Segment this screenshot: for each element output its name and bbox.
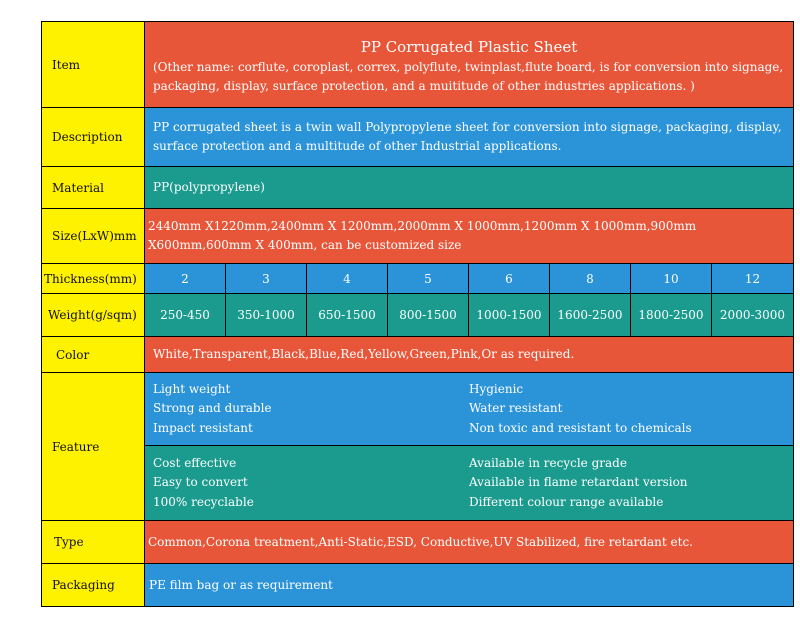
weight-cell: 1800-2500 — [631, 294, 712, 337]
item-value-cell — [145, 22, 794, 108]
row-feature-2 — [42, 446, 794, 521]
row-type — [42, 521, 794, 564]
item-other-name: (Other name: corflute, coroplast, correx, polyflute, twinplast,flute board, is for conversion into signage, packaging, display, surface protection, and a muititude of other industries applications. ) — [153, 59, 784, 93]
thickness-label-cell — [42, 264, 145, 294]
feature-item: Strong and durable — [153, 401, 272, 416]
feature-block-2-right — [469, 454, 785, 513]
material-text: PP(polypropylene) — [153, 180, 265, 194]
weight-cell: 2000-3000 — [712, 294, 794, 337]
description-text: PP corrugated sheet is a twin wall Polypropylene sheet for conversion into signage, packaging, display, surface protection and a multitude of other Industrial applications. — [153, 120, 782, 153]
row-thickness — [42, 264, 794, 294]
row-color — [42, 337, 794, 373]
color-value-cell — [145, 337, 794, 373]
description-value-cell — [145, 108, 794, 167]
feature-block-1-left — [153, 380, 469, 439]
row-feature-1 — [42, 373, 794, 446]
color-label-cell — [42, 337, 145, 373]
material-value-cell — [145, 167, 794, 209]
item-label-cell — [42, 22, 145, 108]
size-text: 2440mm X1220mm,2400mm X 1200mm,2000mm X 1000mm,1200mm X 1000mm,900mm X600mm,600mm X 400mm, can be customized size — [148, 219, 697, 252]
row-item — [42, 22, 794, 108]
feature-item: Non toxic and resistant to chemicals — [469, 420, 692, 435]
weight-label: Weight(g/sqm) — [48, 308, 137, 322]
description-label-cell — [42, 108, 145, 167]
item-title: PP Corrugated Plastic Sheet — [360, 37, 578, 56]
thickness-cell: 2 — [145, 264, 226, 294]
row-description — [42, 108, 794, 167]
type-label-cell — [42, 521, 145, 564]
size-label: Size(LxW)mm — [52, 229, 137, 243]
thickness-cell: 4 — [307, 264, 388, 294]
packaging-label: Packaging — [52, 578, 115, 592]
feature-label: Feature — [52, 439, 100, 454]
packaging-value-cell — [145, 564, 794, 607]
thickness-cell: 6 — [469, 264, 550, 294]
type-label: Type — [54, 535, 84, 549]
size-label-cell — [42, 209, 145, 264]
packaging-label-cell — [42, 564, 145, 607]
feature-item: Impact resistant — [153, 420, 253, 435]
feature-item: Easy to convert — [153, 475, 248, 490]
spec-table — [41, 21, 794, 607]
thickness-cell: 10 — [631, 264, 712, 294]
feature-block-2-left — [153, 454, 469, 513]
feature-item: Hygienic — [469, 381, 524, 396]
feature-block-2 — [145, 446, 794, 521]
color-label: Color — [56, 347, 90, 362]
thickness-cell: 12 — [712, 264, 794, 294]
thickness-cell: 5 — [388, 264, 469, 294]
feature-item: Available in recycle grade — [469, 455, 627, 470]
spec-sheet — [41, 21, 793, 608]
feature-item: Different colour range available — [469, 494, 664, 509]
weight-cell: 1000-1500 — [469, 294, 550, 337]
row-size — [42, 209, 794, 264]
material-label-cell — [42, 167, 145, 209]
weight-cell: 350-1000 — [226, 294, 307, 337]
row-weight — [42, 294, 794, 337]
feature-block-1-right — [469, 380, 785, 439]
weight-cell: 800-1500 — [388, 294, 469, 337]
size-value-cell — [145, 209, 794, 264]
material-label: Material — [52, 180, 104, 195]
type-text: Common,Corona treatment,Anti-Static,ESD, Conductive,UV Stabilized, fire retardant etc. — [148, 534, 693, 549]
type-value-cell — [145, 521, 794, 564]
feature-item: Water resistant — [469, 401, 563, 416]
feature-item: Available in flame retardant version — [469, 475, 688, 490]
weight-cell: 1600-2500 — [550, 294, 631, 337]
description-label: Description — [52, 130, 123, 144]
weight-label-cell — [42, 294, 145, 337]
feature-block-1 — [145, 373, 794, 446]
row-packaging — [42, 564, 794, 607]
thickness-cell: 8 — [550, 264, 631, 294]
weight-cell: 650-1500 — [307, 294, 388, 337]
feature-label-cell — [42, 373, 145, 521]
feature-item: 100% recyclable — [153, 494, 254, 509]
packaging-text: PE film bag or as requirement — [149, 577, 333, 592]
thickness-label: Thickness(mm) — [44, 271, 137, 286]
weight-cell: 250-450 — [145, 294, 226, 337]
item-label: Item — [52, 57, 81, 72]
color-text: White,Transparent,Black,Blue,Red,Yellow,Green,Pink,Or as required. — [153, 347, 575, 361]
feature-item: Light weight — [153, 381, 231, 396]
feature-item: Cost effective — [153, 455, 237, 470]
row-material — [42, 167, 794, 209]
thickness-cell: 3 — [226, 264, 307, 294]
